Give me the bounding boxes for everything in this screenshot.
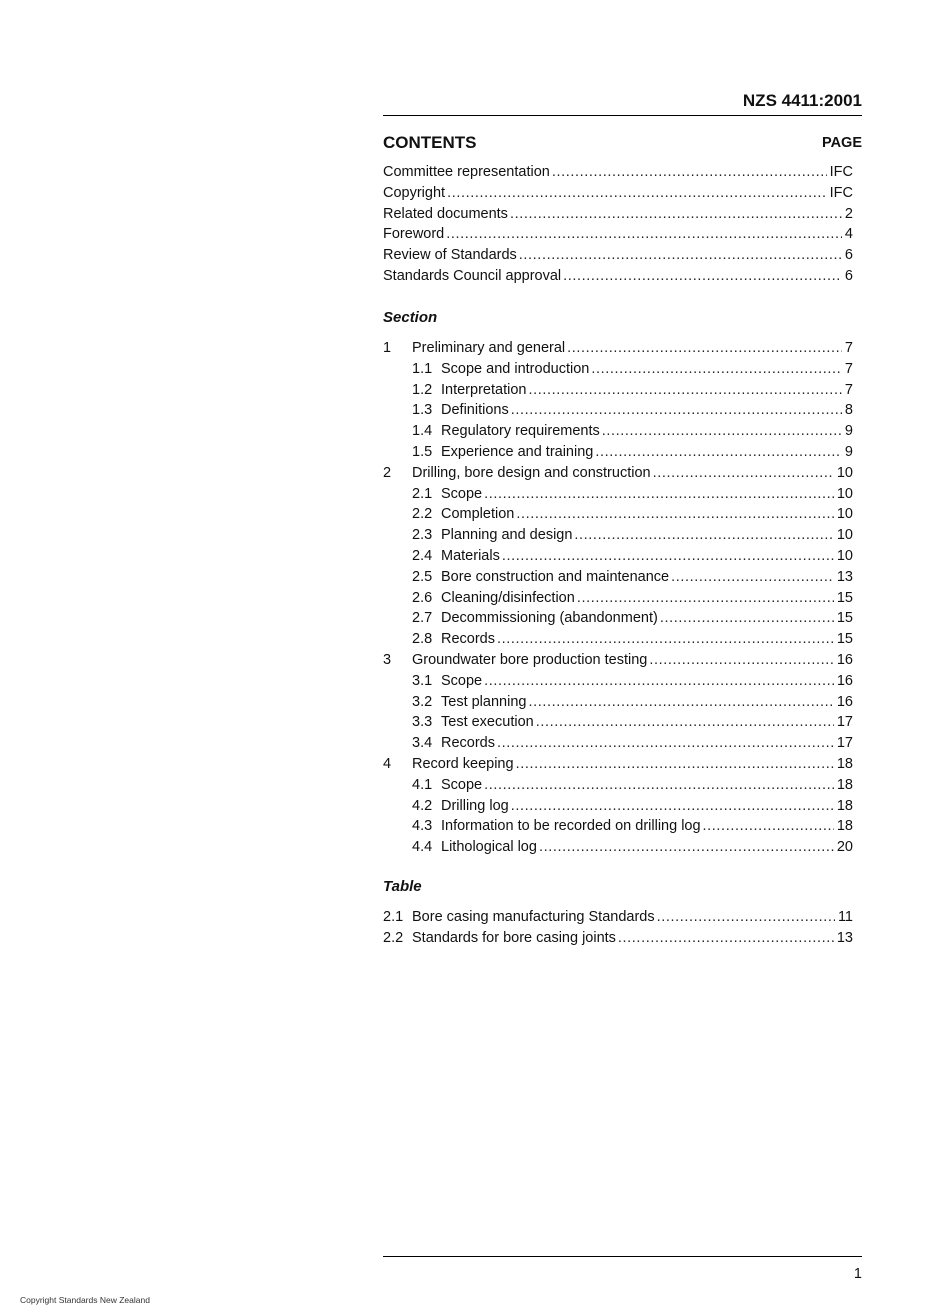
toc-entry-title: Interpretation <box>441 381 527 398</box>
dot-leader <box>528 380 841 401</box>
toc-entry-page: 7 <box>844 381 853 398</box>
toc-entry-number: 1.2 <box>412 381 433 398</box>
toc-entry-title: Records <box>441 735 495 752</box>
toc-entry-page: 10 <box>836 464 853 481</box>
toc-entry-page: 10 <box>836 527 853 544</box>
dot-leader <box>516 754 834 775</box>
toc-entry-page: 15 <box>836 610 853 627</box>
toc-entry-number: 4.4 <box>412 839 433 856</box>
toc-entry[interactable] <box>383 266 853 287</box>
toc-entry-number: 3.1 <box>412 672 433 689</box>
toc-entry-title: Bore construction and maintenance <box>441 568 670 585</box>
toc-entry[interactable] <box>383 380 853 401</box>
dot-leader <box>519 245 842 266</box>
toc-entry-number: 1.5 <box>412 443 433 460</box>
toc-entry-page: 9 <box>844 443 853 460</box>
dot-leader <box>618 928 834 949</box>
contents-title: CONTENTS <box>383 133 477 152</box>
toc-entry-number: 1 <box>383 340 392 356</box>
toc-entry-number: 2.8 <box>412 631 433 648</box>
toc-entry-page: 20 <box>836 839 853 856</box>
toc-entry-title: Review of Standards <box>383 247 517 264</box>
toc-entry[interactable] <box>383 588 853 609</box>
header-rule <box>383 115 862 116</box>
toc-entry-number: 2.5 <box>412 568 433 585</box>
dot-leader <box>446 224 842 245</box>
dot-leader <box>511 796 834 817</box>
dot-leader <box>602 421 842 442</box>
toc-entry[interactable] <box>383 796 853 817</box>
contents-header <box>383 133 862 153</box>
toc-entry[interactable] <box>383 837 853 858</box>
toc-entry-title: Decommissioning (abandonment) <box>441 610 658 627</box>
toc-entry-page: 6 <box>844 247 853 264</box>
toc-entry[interactable] <box>383 463 853 484</box>
toc-entry-page: 17 <box>836 714 853 731</box>
toc-entry-page: IFC <box>829 184 853 201</box>
toc-entry-title: Groundwater bore production testing <box>412 651 648 668</box>
toc-entry[interactable] <box>383 359 853 380</box>
toc-entry[interactable] <box>383 671 853 692</box>
table-heading: Table <box>383 878 422 895</box>
toc-entry-title: Completion <box>441 506 515 523</box>
toc-entry-title: Related documents <box>383 205 508 222</box>
toc-entry-title: Lithological log <box>441 839 537 856</box>
toc-entry-title: Foreword <box>383 226 445 243</box>
toc-entry-title: Drilling, bore design and construction <box>412 464 651 481</box>
dot-leader <box>497 733 834 754</box>
toc-entry-title: Definitions <box>441 402 509 419</box>
toc-entry-page: 10 <box>836 547 853 564</box>
toc-entry-title: Cleaning/disinfection <box>441 589 575 606</box>
toc-entry-page: 18 <box>836 818 853 835</box>
toc-entry-number: 2.1 <box>412 485 433 502</box>
toc-entry-number: 1.4 <box>412 423 433 440</box>
dot-leader <box>552 162 827 183</box>
toc-entry-page: 15 <box>836 631 853 648</box>
toc-entry-title: Bore casing manufacturing Standards <box>412 909 655 925</box>
toc-entry-page: 8 <box>844 402 853 419</box>
toc-entry[interactable] <box>383 224 853 245</box>
dot-leader <box>528 692 833 713</box>
toc-entry-page: 16 <box>836 651 853 668</box>
dot-leader <box>577 588 834 609</box>
toc-entry[interactable] <box>383 816 853 837</box>
toc-entry-title: Record keeping <box>412 755 514 772</box>
toc-entry[interactable] <box>383 733 853 754</box>
toc-entry-title: Standards for bore casing joints <box>412 929 616 946</box>
toc-entry-number: 3.2 <box>412 693 433 710</box>
page-column-label: PAGE <box>821 135 862 151</box>
toc-entry-title: Planning and design <box>441 527 573 544</box>
dot-leader <box>567 338 842 359</box>
toc-entry[interactable] <box>383 692 853 713</box>
toc-entry[interactable] <box>383 928 853 949</box>
dot-leader <box>703 816 834 837</box>
toc-entry[interactable] <box>383 754 853 775</box>
toc-entry-page: 17 <box>836 735 853 752</box>
toc-entry-page: 6 <box>844 267 853 284</box>
dot-leader <box>497 629 834 650</box>
dot-leader <box>671 567 834 588</box>
dot-leader <box>516 504 834 525</box>
toc-entry[interactable] <box>383 204 853 225</box>
toc-entry-number: 4.2 <box>412 797 433 814</box>
toc-entry-page: 10 <box>836 485 853 502</box>
toc-entry-number: 4.1 <box>412 776 433 793</box>
dot-leader <box>660 608 834 629</box>
page-number: 1 <box>853 1266 862 1282</box>
toc-entry-page: 15 <box>836 589 853 606</box>
toc-entry[interactable] <box>383 504 853 525</box>
table-list <box>383 907 853 949</box>
toc-entry-page: 16 <box>836 672 853 689</box>
toc-entry[interactable] <box>383 629 853 650</box>
toc-entry-title: Preliminary and general <box>412 340 566 356</box>
toc-entry[interactable] <box>383 421 853 442</box>
toc-entry-number: 2.6 <box>412 589 433 606</box>
toc-entry[interactable] <box>383 525 853 546</box>
dot-leader <box>484 484 834 505</box>
toc-entry-title: Scope <box>441 672 483 689</box>
toc-entry-number: 4.3 <box>412 818 433 835</box>
dot-leader <box>502 546 834 567</box>
toc-entry[interactable] <box>383 338 853 359</box>
dot-leader <box>484 775 834 796</box>
toc-entry-number: 1.3 <box>412 402 433 419</box>
dot-leader <box>649 650 833 671</box>
toc-entry-page: 13 <box>836 568 853 585</box>
toc-entry-number: 3.3 <box>412 714 433 731</box>
section-heading: Section <box>383 309 438 326</box>
dot-leader <box>536 712 834 733</box>
toc-entry-number: 2.2 <box>412 506 433 523</box>
toc-entry-page: 18 <box>836 776 853 793</box>
dot-leader <box>657 907 835 928</box>
toc-entry-number: 2.4 <box>412 547 433 564</box>
toc-entry[interactable] <box>383 162 853 183</box>
toc-entry[interactable] <box>383 400 853 421</box>
toc-entry-page: IFC <box>829 164 853 180</box>
toc-entry-number: 2 <box>383 464 392 481</box>
toc-entry-title: Test planning <box>441 693 527 710</box>
dot-leader <box>574 525 833 546</box>
toc-entry-title: Experience and training <box>441 443 594 460</box>
toc-entry-number: 2.7 <box>412 610 433 627</box>
toc-entry-number: 3.4 <box>412 735 433 752</box>
toc-entry-title: Standards Council approval <box>383 267 562 284</box>
dot-leader <box>511 400 842 421</box>
dot-leader <box>539 837 834 858</box>
toc-entry[interactable] <box>383 484 853 505</box>
toc-entry[interactable] <box>383 442 853 463</box>
toc-entry-title: Test execution <box>441 714 534 731</box>
toc-entry-title: Drilling log <box>441 797 509 814</box>
footer-rule <box>383 1256 862 1257</box>
toc-entry[interactable] <box>383 608 853 629</box>
toc-entry-title: Information to be recorded on drilling log <box>441 818 701 835</box>
toc-entry[interactable] <box>383 245 853 266</box>
toc-entry-title: Scope <box>441 776 483 793</box>
toc-entry[interactable] <box>383 567 853 588</box>
section-list <box>383 338 853 858</box>
toc-entry[interactable] <box>383 546 853 567</box>
dot-leader <box>563 266 842 287</box>
toc-entry-title: Scope and introduction <box>441 360 590 377</box>
toc-entry-title: Materials <box>441 547 500 564</box>
toc-entry-page: 9 <box>844 423 853 440</box>
dot-leader <box>510 204 842 225</box>
standard-number: NZS 4411:2001 <box>742 91 862 110</box>
copyright-notice: Copyright Standards New Zealand <box>20 1295 150 1305</box>
dot-leader <box>591 359 842 380</box>
dot-leader <box>447 183 827 204</box>
toc-entry-number: 2.3 <box>412 527 433 544</box>
toc-entry-page: 18 <box>836 797 853 814</box>
toc-entry-number: 1.1 <box>412 360 433 377</box>
toc-entry-title: Scope <box>441 485 483 502</box>
toc-entry-title: Regulatory requirements <box>441 423 600 440</box>
dot-leader <box>653 463 834 484</box>
toc-entry-page: 4 <box>844 226 853 243</box>
toc-entry-page: 18 <box>836 755 853 772</box>
toc-entry-number: 3 <box>383 651 392 668</box>
front-matter-list <box>383 162 853 287</box>
toc-entry-number: 4 <box>383 755 392 772</box>
toc-entry-page: 13 <box>836 929 853 946</box>
toc-entry-page: 2 <box>844 205 853 222</box>
dot-leader <box>484 671 834 692</box>
toc-entry[interactable] <box>383 712 853 733</box>
toc-entry-number: 2.2 <box>383 929 404 946</box>
dot-leader <box>595 442 842 463</box>
toc-entry[interactable] <box>383 907 853 928</box>
toc-entry[interactable] <box>383 650 853 671</box>
toc-entry-title: Committee representation <box>383 164 550 180</box>
toc-entry-page: 7 <box>844 360 853 377</box>
toc-entry-title: Copyright <box>383 184 446 201</box>
toc-entry-page: 16 <box>836 693 853 710</box>
toc-entry-page: 11 <box>837 909 853 925</box>
toc-entry-number: 2.1 <box>383 909 404 925</box>
toc-entry[interactable] <box>383 775 853 796</box>
toc-entry-title: Records <box>441 631 495 648</box>
toc-entry-page: 10 <box>836 506 853 523</box>
toc-entry[interactable] <box>383 183 853 204</box>
toc-entry-page: 7 <box>844 340 853 356</box>
